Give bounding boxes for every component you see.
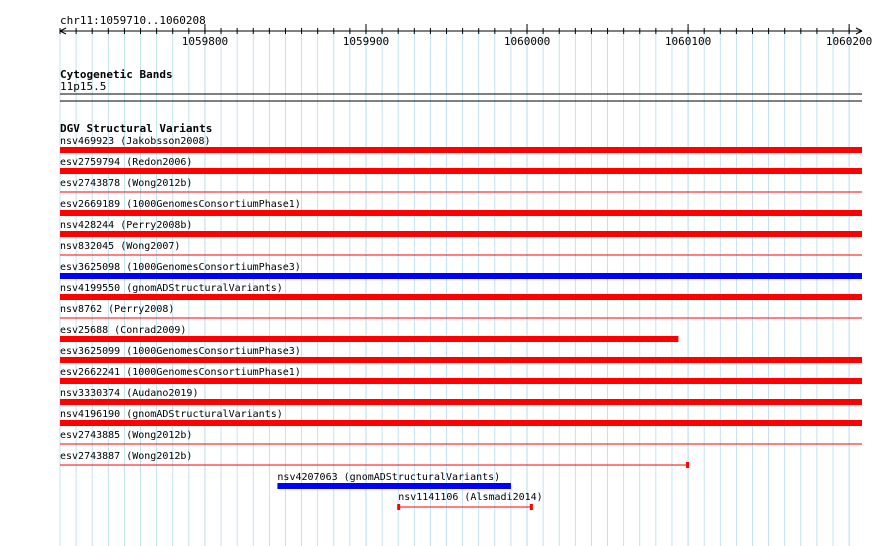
- dgv-feature-bar[interactable]: [60, 231, 862, 237]
- dgv-feature[interactable]: [60, 367, 862, 384]
- cytoband-track-title: Cytogenetic Bands: [60, 68, 173, 81]
- dgv-feature-bar[interactable]: [60, 273, 862, 279]
- dgv-feature-label: nsv1141106 (Alsmadi2014): [398, 492, 543, 503]
- cytoband-label: 11p15.5: [60, 80, 107, 93]
- dgv-feature-bar[interactable]: [60, 336, 678, 342]
- dgv-feature[interactable]: [60, 157, 862, 174]
- dgv-feature-label: esv2669189 (1000GenomesConsortiumPhase1): [60, 199, 301, 210]
- dgv-feature-label: nsv4207063 (gnomADStructuralVariants): [277, 472, 501, 483]
- dgv-feature-bar[interactable]: [60, 378, 862, 384]
- dgv-feature[interactable]: [60, 241, 862, 255]
- dgv-feature-bar[interactable]: [277, 483, 511, 489]
- ruler-ticks: [60, 24, 872, 48]
- dgv-feature-label: esv2743887 (Wong2012b): [60, 451, 193, 462]
- dgv-feature-label: nsv469923 (Jakobsson2008): [60, 136, 211, 147]
- dgv-feature-label: nsv3330374 (Audano2019): [60, 388, 199, 399]
- dgv-feature-label: nsv4199550 (gnomADStructuralVariants): [60, 283, 283, 294]
- dgv-feature-label: esv25688 (Conrad2009): [60, 325, 187, 336]
- ruler-tick-label: 1060000: [503, 35, 551, 48]
- dgv-feature[interactable]: [277, 472, 511, 489]
- dgv-feature-label: esv3625098 (1000GenomesConsortiumPhase3): [60, 262, 301, 273]
- dgv-feature[interactable]: [60, 262, 862, 279]
- dgv-feature-bar[interactable]: [60, 168, 862, 174]
- dgv-feature-label: nsv428244 (Perry2008b): [60, 220, 193, 231]
- dgv-feature[interactable]: [60, 409, 862, 426]
- dgv-track-title: DGV Structural Variants: [60, 122, 213, 135]
- dgv-feature[interactable]: [60, 346, 862, 363]
- dgv-feature[interactable]: [60, 430, 862, 444]
- dgv-feature-label: esv2662241 (1000GenomesConsortiumPhase1): [60, 367, 301, 378]
- dgv-feature-bar[interactable]: [60, 294, 862, 300]
- dgv-features: [60, 136, 862, 510]
- dgv-feature-label: esv2759794 (Redon2006): [60, 157, 193, 168]
- ruler-tick-label: 1059800: [181, 35, 229, 48]
- location-label: chr11:1059710..1060208: [60, 14, 206, 27]
- dgv-feature-label: esv3625099 (1000GenomesConsortiumPhase3): [60, 346, 301, 357]
- dgv-track: [60, 122, 862, 510]
- cytoband-track: [60, 68, 862, 101]
- dgv-feature[interactable]: [60, 220, 862, 237]
- dgv-feature[interactable]: [397, 492, 542, 510]
- dgv-feature-end-cap: [686, 462, 689, 468]
- dgv-feature-label: nsv8762 (Perry2008): [60, 304, 175, 315]
- dgv-feature-bar[interactable]: [60, 210, 862, 216]
- dgv-feature-end-cap: [530, 504, 533, 510]
- dgv-feature-bar[interactable]: [60, 357, 862, 363]
- dgv-feature-start-cap: [397, 504, 400, 510]
- dgv-feature-label: nsv4196190 (gnomADStructuralVariants): [60, 409, 283, 420]
- ruler-tick-label: 1060200: [825, 35, 873, 48]
- dgv-feature[interactable]: [60, 178, 862, 192]
- dgv-feature[interactable]: [60, 136, 862, 153]
- dgv-feature[interactable]: [60, 388, 862, 405]
- dgv-feature-label: esv2743885 (Wong2012b): [60, 430, 193, 441]
- dgv-feature[interactable]: [60, 304, 862, 318]
- dgv-feature-bar[interactable]: [60, 399, 862, 405]
- dgv-feature-label: esv2743878 (Wong2012b): [60, 178, 193, 189]
- dgv-feature[interactable]: [60, 199, 862, 216]
- dgv-feature[interactable]: [60, 325, 678, 342]
- dgv-feature-bar[interactable]: [60, 147, 862, 153]
- ruler-tick-label: 1059900: [342, 35, 390, 48]
- dgv-feature[interactable]: [60, 283, 862, 300]
- dgv-feature-label: nsv832045 (Wong2007): [60, 241, 181, 252]
- ruler-tick-label: 1060100: [664, 35, 712, 48]
- dgv-feature-bar[interactable]: [60, 420, 862, 426]
- dgv-feature[interactable]: [60, 451, 689, 468]
- ruler: [60, 14, 872, 48]
